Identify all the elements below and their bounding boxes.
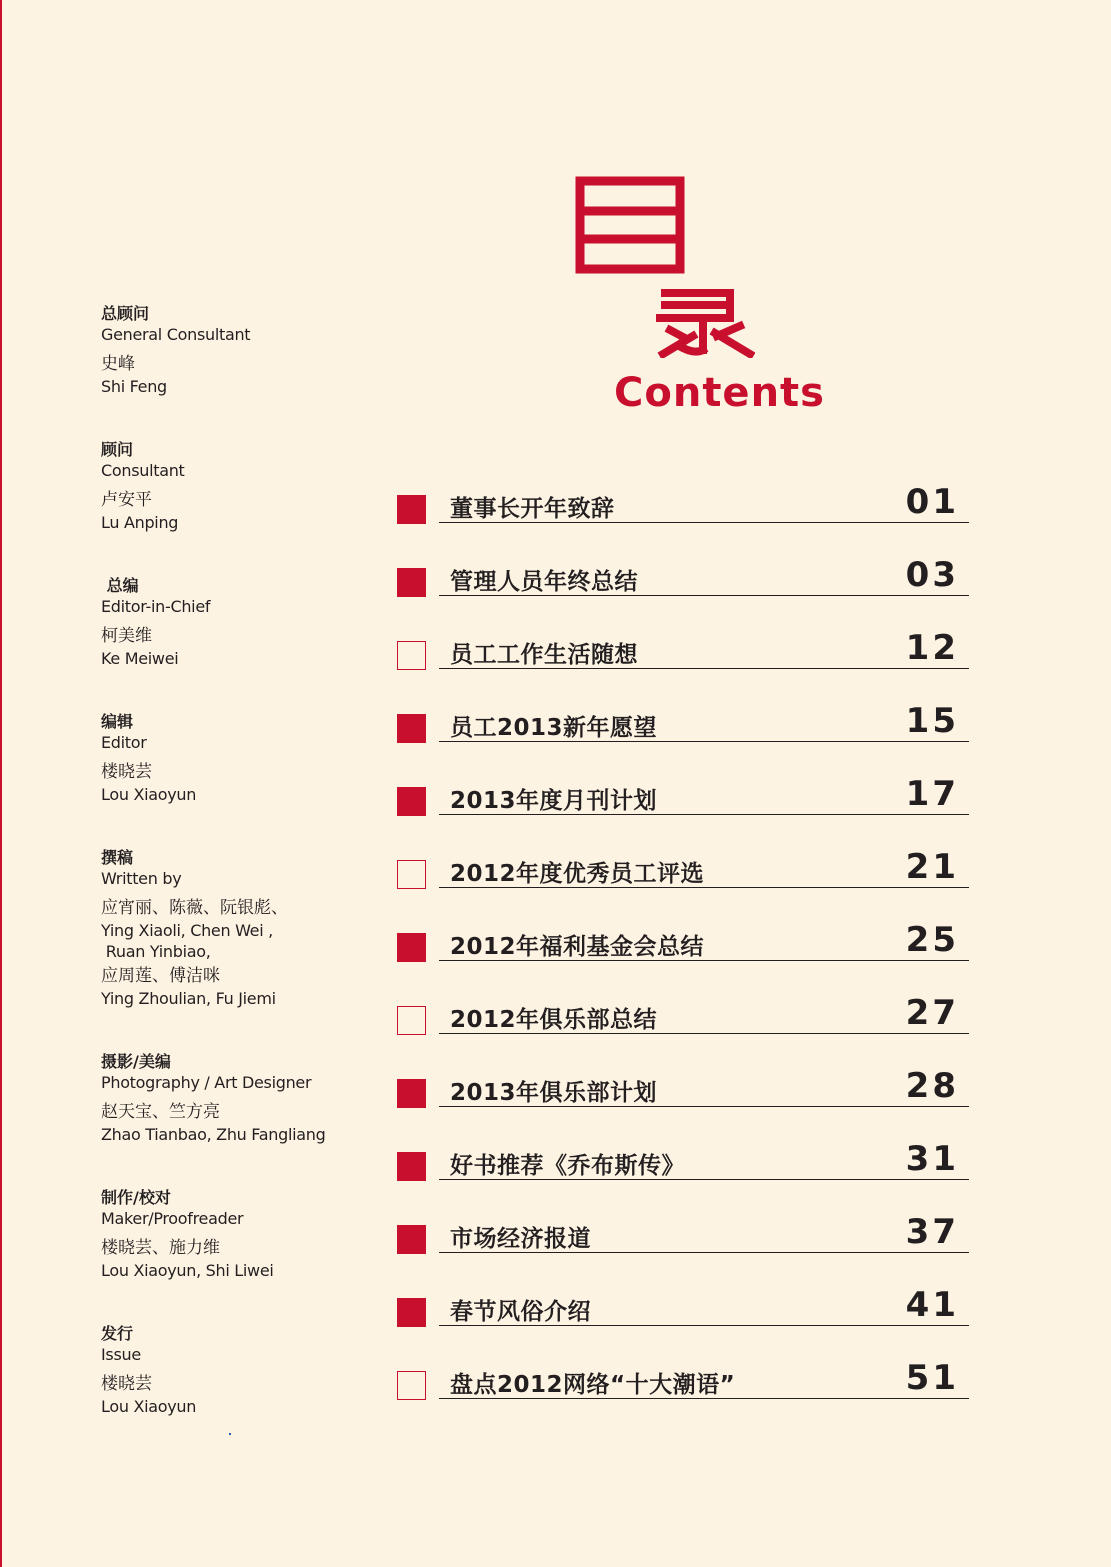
- toc-entry-page-number: 03: [905, 555, 959, 595]
- credit-maker-proofreader: [101, 1188, 274, 1281]
- credit-role-zh: 编辑: [101, 712, 134, 731]
- toc-entry-page-number: 37: [905, 1212, 959, 1252]
- toc-entry-title: 2013年俱乐部计划: [450, 1080, 658, 1106]
- toc-entry-page-number: 27: [905, 993, 959, 1033]
- toc-entry-title: 董事长开年致辞: [450, 496, 615, 522]
- filled-square-marker: [397, 568, 426, 597]
- credit-role-zh: 总顾问: [101, 304, 150, 323]
- credit-role-en: General Consultant: [101, 325, 251, 344]
- page-edge-line: [0, 0, 2, 1567]
- credit-role-zh: 总编: [101, 576, 139, 595]
- credit-role-en: Editor-in-Chief: [101, 597, 211, 616]
- filled-square-marker: [397, 933, 426, 962]
- toc-entry-page-number: 15: [905, 701, 959, 741]
- outline-square-marker: [397, 860, 426, 889]
- credit-person-zh: 卢安平: [101, 490, 152, 510]
- credit-person-zh: 楼晓芸: [101, 1374, 152, 1394]
- filled-square-marker: [397, 1152, 426, 1181]
- outline-square-marker: [397, 641, 426, 670]
- credit-consultant: [101, 440, 185, 533]
- toc-entry-page-number: 51: [905, 1358, 959, 1398]
- credit-person-zh: 赵天宝、竺方亮: [101, 1102, 220, 1122]
- toc-entry-underline: [439, 1398, 969, 1399]
- toc-entry[interactable]: [397, 849, 969, 889]
- toc-entry-title: 2012年俱乐部总结: [450, 1007, 658, 1033]
- toc-entry[interactable]: [397, 703, 969, 743]
- toc-entry[interactable]: [397, 995, 969, 1035]
- credit-role-en: Photography / Art Designer: [101, 1073, 312, 1092]
- credit-person-zh: 楼晓芸、施力维: [101, 1238, 220, 1258]
- toc-entry-page-number: 25: [905, 920, 959, 960]
- toc-entry[interactable]: [397, 1141, 969, 1181]
- toc-entry-underline: [439, 1252, 969, 1253]
- outline-square-marker: [397, 1371, 426, 1400]
- toc-entry[interactable]: [397, 484, 969, 524]
- credit-person-en: Zhao Tianbao, Zhu Fangliang: [101, 1125, 326, 1144]
- credit-person-en: Lou Xiaoyun: [101, 785, 197, 804]
- toc-entry-underline: [439, 1179, 969, 1180]
- credit-role-zh: 制作/校对: [101, 1188, 171, 1207]
- toc-entry-title: 春节风俗介绍: [450, 1299, 591, 1325]
- credit-person-en: Shi Feng: [101, 377, 167, 396]
- credit-role-en: Written by: [101, 869, 182, 888]
- credit-person-en: Ying Xiaoli, Chen Wei ,: [101, 921, 273, 940]
- toc-entry-title: 员工工作生活随想: [450, 642, 638, 668]
- credit-editor: [101, 712, 196, 805]
- toc-entry[interactable]: [397, 1214, 969, 1254]
- credit-issue: [101, 1324, 196, 1417]
- toc-entry-page-number: 28: [905, 1066, 959, 1106]
- credit-person-zh: 应宵丽、陈薇、阮银彪、: [101, 898, 288, 918]
- credit-role-zh: 摄影/美编: [101, 1052, 171, 1071]
- credit-general-consultant: [101, 304, 250, 397]
- credit-role-en: Editor: [101, 733, 147, 752]
- filled-square-marker: [397, 1225, 426, 1254]
- toc-entry-title: 盘点2012网络“十大潮语”: [450, 1372, 736, 1398]
- toc-entry-underline: [439, 1033, 969, 1034]
- credit-person-zh: 应周莲、傅洁咪: [101, 966, 220, 986]
- toc-entry-title: 员工2013新年愿望: [450, 715, 658, 741]
- credit-person-en: Lou Xiaoyun: [101, 1397, 197, 1416]
- filled-square-marker: [397, 495, 426, 524]
- toc-entry-underline: [439, 1106, 969, 1107]
- toc-entry-page-number: 41: [905, 1285, 959, 1325]
- credit-person-en: Ruan Yinbiao,: [101, 942, 211, 961]
- toc-entry-title: 2013年度月刊计划: [450, 788, 658, 814]
- credit-role-en: Maker/Proofreader: [101, 1209, 244, 1228]
- title-lu-glyph: [655, 288, 755, 358]
- credit-person-en: Lu Anping: [101, 513, 179, 532]
- toc-entry-page-number: 21: [905, 847, 959, 887]
- filled-square-marker: [397, 1298, 426, 1327]
- credit-role-en: Consultant: [101, 461, 185, 480]
- toc-entry[interactable]: [397, 557, 969, 597]
- toc-entry-page-number: 12: [905, 628, 959, 668]
- credit-role-zh: 撰稿: [101, 848, 134, 867]
- toc-entry-page-number: 31: [905, 1139, 959, 1179]
- toc-entry-underline: [439, 668, 969, 669]
- credit-role-zh: 顾问: [101, 440, 134, 459]
- toc-entry[interactable]: [397, 776, 969, 816]
- credit-person-en: Ying Zhoulian, Fu Jiemi: [101, 989, 276, 1008]
- credit-person-zh: 柯美维: [101, 626, 152, 646]
- toc-entry-underline: [439, 741, 969, 742]
- toc-entry[interactable]: [397, 630, 969, 670]
- toc-entry-title: 管理人员年终总结: [450, 569, 638, 595]
- credit-written-by: [101, 848, 288, 1009]
- toc-entry-title: 2012年度优秀员工评选: [450, 861, 705, 887]
- contents-heading: Contents: [614, 370, 825, 416]
- toc-entry-title: 市场经济报道: [450, 1226, 591, 1252]
- title-mu-glyph: [575, 176, 685, 276]
- toc-entry-underline: [439, 522, 969, 523]
- credit-role-zh: 发行: [101, 1324, 134, 1343]
- credit-person-en: Ke Meiwei: [101, 649, 179, 668]
- toc-entry[interactable]: [397, 922, 969, 962]
- credit-person-en: Lou Xiaoyun, Shi Liwei: [101, 1261, 274, 1280]
- stray-dot: [229, 1433, 231, 1435]
- toc-entry-page-number: 01: [905, 482, 959, 522]
- toc-entry-title: 好书推荐《乔布斯传》: [450, 1153, 685, 1179]
- credit-photography: [101, 1052, 325, 1145]
- toc-entry-underline: [439, 887, 969, 888]
- toc-entry[interactable]: [397, 1287, 969, 1327]
- filled-square-marker: [397, 787, 426, 816]
- toc-entry-underline: [439, 814, 969, 815]
- credit-editor-in-chief: [101, 576, 210, 669]
- credit-person-zh: 楼晓芸: [101, 762, 152, 782]
- filled-square-marker: [397, 714, 426, 743]
- toc-entry[interactable]: [397, 1068, 969, 1108]
- toc-entry-underline: [439, 960, 969, 961]
- credit-role-en: Issue: [101, 1345, 141, 1364]
- toc-entry-underline: [439, 595, 969, 596]
- toc-entry-title: 2012年福利基金会总结: [450, 934, 705, 960]
- outline-square-marker: [397, 1006, 426, 1035]
- toc-entry[interactable]: [397, 1360, 969, 1400]
- credit-person-zh: 史峰: [101, 354, 135, 374]
- filled-square-marker: [397, 1079, 426, 1108]
- toc-entry-page-number: 17: [905, 774, 959, 814]
- toc-entry-underline: [439, 1325, 969, 1326]
